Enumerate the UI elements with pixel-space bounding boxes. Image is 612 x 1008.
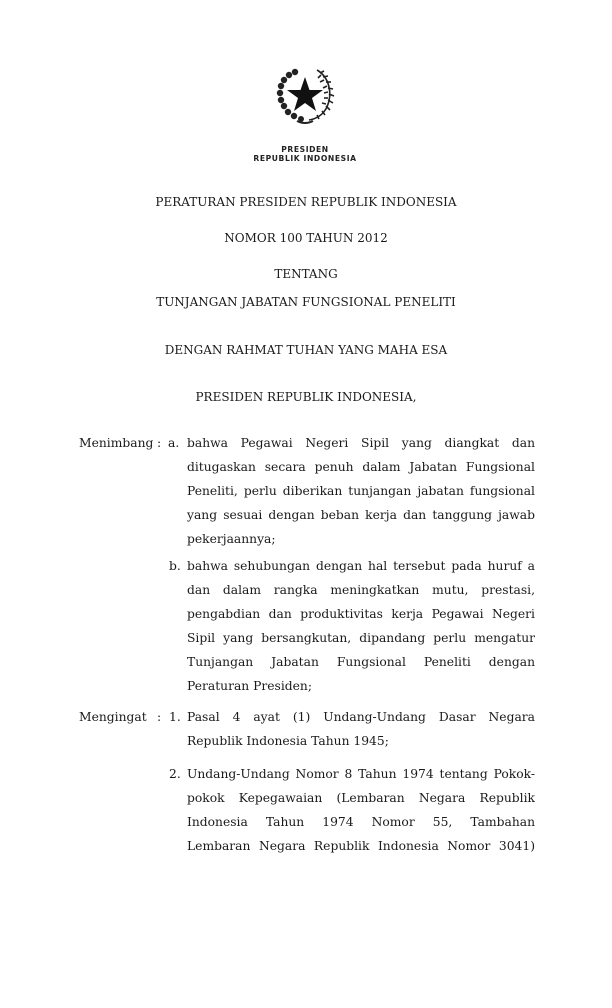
emblem-caption-presiden: PRESIDEN [281,145,329,154]
text-line: pekerjaannya; [187,532,276,546]
regulation-number: NOMOR 100 TAHUN 2012 [224,231,388,245]
menimbang-item-a [187,431,535,551]
text-line: Undang-Undang Nomor 8 Tahun 1974 tentang Pokok- [187,767,535,781]
mengingat-1-marker: 1. [169,710,181,724]
text-line: Pasal 4 ayat (1) Undang-Undang Dasar Negara [187,710,535,724]
text-line: dan dalam rangka meningkatkan mutu, prestasi, [187,583,535,597]
text-line: bahwa Pegawai Negeri Sipil yang diangkat dan [187,436,535,450]
text-line: Indonesia Tahun 1974 Nomor 55, Tambahan [187,815,535,829]
garuda-star-wreath-icon [273,63,337,127]
text-line: bahwa sehubungan dengan hal tersebut pada huruf a [187,559,535,573]
text-line: Peraturan Presiden; [187,679,312,693]
regulation-tentang: TENTANG [274,267,338,281]
text-line: Republik Indonesia Tahun 1945; [187,734,389,748]
menimbang-item-b [187,554,535,698]
menimbang-label: Menimbang [79,436,154,450]
emblem-caption-republik: REPUBLIK INDONESIA [253,154,357,163]
mengingat-item-1 [187,705,535,753]
presidential-emblem [235,55,375,175]
mengingat-label: Mengingat [79,710,147,724]
mengingat-2-marker: 2. [169,767,181,781]
text-line: Peneliti, perlu diberikan tunjangan jabatan fungsional [187,484,535,498]
text-line: Tunjangan Jabatan Fungsional Peneliti dengan [187,655,535,669]
menimbang-a-marker: a. [168,436,180,450]
text-line: pengabdian dan produktivitas kerja Pegawai Negeri [187,607,535,621]
regulation-subject: TUNJANGAN JABATAN FUNGSIONAL PENELITI [156,295,456,309]
menimbang-colon: : [157,436,162,450]
text-line: Lembaran Negara Republik Indonesia Nomor 3041) [187,839,535,853]
text-line: Sipil yang bersangkutan, dipandang perlu mengatur [187,631,535,645]
regulation-title: PERATURAN PRESIDEN REPUBLIK INDONESIA [155,195,457,209]
mengingat-item-2 [187,762,535,858]
mengingat-colon: : [157,710,162,724]
text-line: pokok Kepegawaian (Lembaran Negara Republik [187,791,535,805]
issuer: PRESIDEN REPUBLIK INDONESIA, [195,390,417,404]
text-line: ditugaskan secara penuh dalam Jabatan Fungsional [187,460,535,474]
invocation: DENGAN RAHMAT TUHAN YANG MAHA ESA [164,343,448,357]
text-line: yang sesuai dengan beban kerja dan tanggung jawab [187,508,535,522]
menimbang-b-marker: b. [169,559,181,573]
